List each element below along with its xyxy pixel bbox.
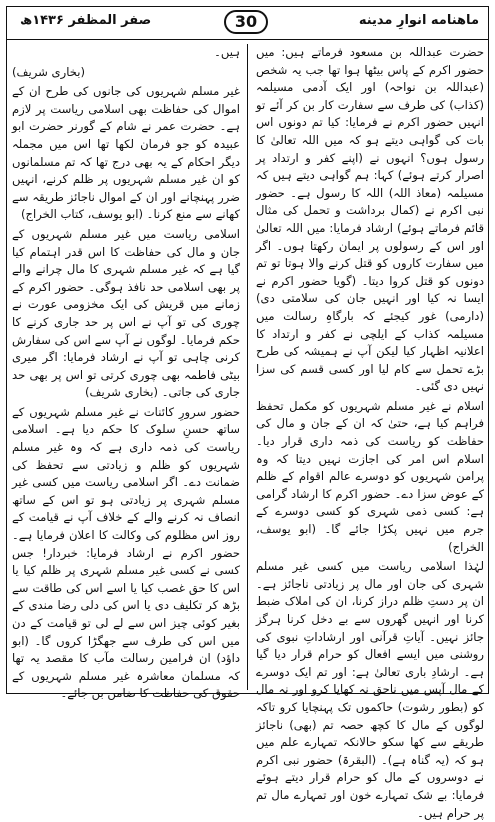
citation: (بخاری شریف) (12, 64, 85, 79)
issue-date: صفر المظفر ۱۴۳۶ھ (20, 13, 152, 28)
page-number: 30 (224, 10, 268, 34)
page-header (6, 6, 489, 40)
paragraph: حضور سرورِ کائنات نے غیر مسلم شہریوں کے ساتھ حسنِ سلوک کا حکم دیا ہے۔ اسلامی ریاست کی ذمہ داری ہے کہ وہ غیر مسلم شہریوں کو ظلم و زیادتی سے تحفظ کی ضمانت دے۔ اگر اسلامی ریاست میں کسی غیر مسلم شہری پر زیادتی ہو تو اس کے ساتھ انصاف نہ کرنے والے کے خلاف آپ نے قیامت کے روز اس مظلوم کی وکالت کا اعلان فرمایا ہے۔ حضور اکرم نے ارشاد فرمایا: خبردار! جس کسی نے کسی غیر مسلم شہری پر ظلم کیا یا اس کا حق غصب کیا یا اسے اس کی طاقت سے بڑھ کر تکلیف دی یا اس کی دلی رضا مندی کے بغیر کوئی چیز اس سے لے لی تو قیامت کے دن میں اس کی طرف سے جھگڑا کروں گا۔ (ابو داؤد) ان فرامین رسالت مآب کا مقصد یہ تھا کہ مسلمان معاشرہ غیر مسلم شہریوں کے حقوق کی حفاظت کا ضامن بن جائے۔ (12, 404, 240, 701)
fragment-text: ہیں۔ (214, 45, 240, 59)
left-column (12, 44, 240, 701)
paragraph: لہٰذا اسلامی ریاست میں کسی غیر مسلم شہری کی جان اور مال پر زیادتی ناجائز ہے۔ ان پر دستِ ظلم دراز کرنا، ان کی املاک ضبط کرنا اور انہیں گھروں سے بے دخل کرنا ہرگز جائز نہیں۔ آیاتِ قرآنی اور ارشاداتِ نبوی کی روشنی میں ایسے افعال کو حرام قرار دیا گیا ہے۔ ارشادِ باری تعالیٰ ہے: اور تم ایک دوسرے کے مال آپس میں ناحق نہ کھایا کرو اور نہ مال کو (بطور رشوت) حاکموں تک پہنچایا کرو تاکہ لوگوں کے مال کا کچھ حصہ تم (بھی) ناجائز طریقے سے کھا سکو حالانکہ تمہارے علم میں ہو کہ (یہ گناہ ہے)۔ (البقرۃ) حضور نبی اکرم نے دوسروں کے مال کو حرام قرار دیتے ہوئے فرمایا: بے شک تمہارے خون اور تمہارے مال تم پر حرام ہیں۔ (256, 559, 484, 820)
paragraph: غیر مسلم شہریوں کی جانوں کی طرح ان کے اموال کی حفاظت بھی اسلامی ریاست پر لازم ہے۔ حضرت عمر نے شام کے گورنر حضرت ابو عبیدہ کو جو فرمان لکھا تھا اس میں مجملہ دیگر احکام کے یہ بھی درج تھا کہ تم مسلمانوں کو ان غیر مسلم شہریوں پر ظلم کرنے، انہیں ضرر پہنچانے اور ان کے اموال ناجائز طریقہ سے کھانے سے منع کرنا۔ (ابو یوسف، کتاب الخراج) (12, 84, 240, 222)
paragraph: اسلام نے غیر مسلم شہریوں کو مکمل تحفظ فراہم کیا ہے، حتیٰ کہ ان کے جان و مال کی حفاظت کو ریاست کی ذمہ داری قرار دیا۔ اسلام اس امر کی اجازت نہیں دیتا کہ وہ پرامن شہریوں کو دوسرے عالم اقوام کے ظلم کے عوض سزا دے۔ حضور اکرم کا ارشاد گرامی ہے: کسی ذمی شہری کو کسی دوسرے کے جرم میں نہیں پکڑا جائے گا۔ (ابو یوسف، الخراج) (256, 398, 484, 554)
header-rule (6, 39, 489, 40)
paragraph-fragment (12, 44, 240, 62)
paragraph: حضرت عبداللہ بن مسعود فرماتے ہیں: میں حضور اکرم کے پاس بیٹھا ہوا تھا جب یہ شخص (عبداللہ بن نواحہ) اور ایک آدمی مسیلمہ (کذاب) کی طرف سے سفارت کار بن کر آئے تو انہیں حضور اکرم نے فرمایا: کیا تم دونوں اس بات کی گواہی دیتے ہو کہ میں اللہ تعالیٰ کا رسول ہوں؟ انہوں نے (اپنے کفر و ارتداد پر اصرار کرتے ہوئے) کہا: ہم گواہی دیتے ہیں کہ مسیلمہ (معاذ اللہ) اللہ کا رسول ہے۔ حضور نبی اکرم نے (کمال برداشت و تحمل کی مثال قائم فرماتے ہوئے) ارشاد فرمایا: میں اللہ تعالیٰ اور اس کے رسولوں پر ایمان رکھتا ہوں۔ اگر میں سفارت کاروں کو قتل کرنے والا ہوتا تو تم دونوں کو قتل کروا دیتا۔ (گویا حضور اکرم نے ایسا نہ کیا اور انہیں جان کی سلامتی دی) (دارمی) غور کیجئے کہ بارگاہِ رسالت میں مسیلمہ کذاب کے ایلچی نے کفر و ارتداد کا اعلانیہ اظہار کیا لیکن آپ نے ہمیشہ کی طرح بڑے تحمل سے کام لیا اور کسی قسم کی سزا نہیں دی گئی۔ (256, 45, 484, 394)
column-divider (247, 44, 248, 690)
magazine-title: ماهنامه انوارِ مدینه (358, 13, 479, 28)
paragraph: اسلامی ریاست میں غیر مسلم شہریوں کے جان و مال کی حفاظت کا اس قدر اہتمام کیا گیا ہے کہ غیر مسلم شہری کا مال چرانے والے پر بھی اسلامی حد نافذ ہوگی۔ حضور اکرم کے زمانے میں قریش کی ایک مخزومی عورت نے چوری کی تو آپ نے اس پر حد جاری کرنے کا حکم فرمایا۔ لوگوں نے آپ سے اس کی سفارش کرنی چاہی تو آپ نے ارشاد فرمایا: اگر میری بیٹی فاطمہ بھی چوری کرتی تو اس پر بھی حد جاری کی جاتی۔ (بخاری شریف) (12, 226, 240, 400)
right-column (256, 44, 484, 820)
